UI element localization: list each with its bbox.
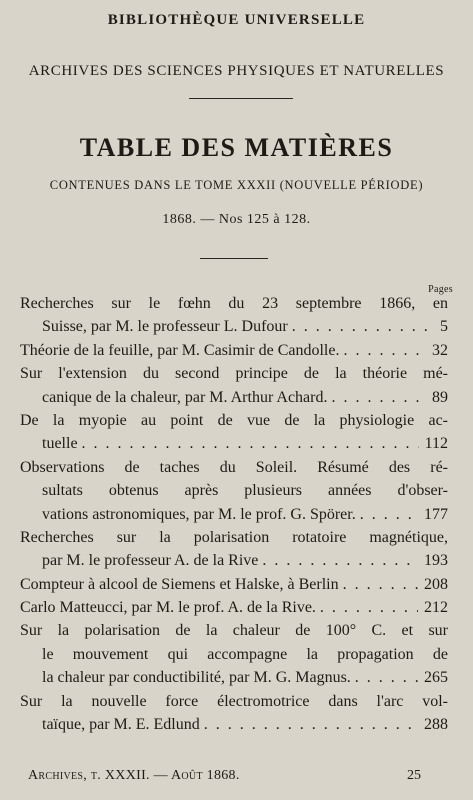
- toc-entry-line: le mouvement qui accompagne la propagation de: [42, 645, 448, 663]
- dot-leader: [356, 503, 418, 526]
- toc-entry-last-line: [20, 386, 448, 409]
- table-of-contents: [20, 292, 448, 736]
- toc-entry-text: la chaleur par conductibilité, par M. G. Magnus.: [42, 669, 351, 687]
- issue-range: 1868. — Nos 125 à 128.: [162, 212, 311, 227]
- toc-entry-text: par M. le professeur A. de la Rive: [42, 552, 259, 570]
- toc-entry-text: taïque, par M. E. Edlund: [42, 716, 200, 734]
- toc-entry-last-line: [20, 596, 448, 619]
- toc-page-number: 208: [424, 575, 448, 593]
- toc-page-number: 288: [424, 716, 448, 734]
- dot-leader: [351, 666, 418, 689]
- toc-entry-line: Sur la nouvelle force électromotrice dans l'arc vol-: [20, 692, 448, 710]
- toc-entry: [20, 526, 448, 573]
- footer-signature-number: 25: [407, 768, 421, 783]
- toc-entry: [20, 409, 448, 456]
- toc-entry-last-line: [20, 503, 448, 526]
- toc-page-number: 112: [424, 435, 448, 453]
- toc-entry-line: De la myopie au point de vue de la physiologie ac-: [20, 411, 448, 429]
- volume-subtitle: CONTENUES DANS LE TOME XXXII (NOUVELLE PÉRIODE): [49, 178, 424, 192]
- toc-entry-last-line: [20, 315, 448, 338]
- dot-leader: [316, 596, 418, 619]
- dot-leader: [327, 386, 426, 409]
- dot-leader: [339, 573, 418, 596]
- library-heading: BIBLIOTHÈQUE UNIVERSELLE: [107, 12, 366, 28]
- toc-entry-text: Compteur à alcool de Siemens et Halske, à Berlin: [20, 575, 339, 593]
- series-heading: ARCHIVES DES SCIENCES PHYSIQUES ET NATURELLES: [28, 63, 445, 79]
- toc-page-number: 177: [424, 505, 448, 523]
- page-title: TABLE DES MATIÈRES: [79, 133, 394, 162]
- toc-entry-line: Observations de taches du Soleil. Résumé des ré-: [20, 458, 448, 476]
- toc-page-number: 32: [432, 341, 448, 359]
- toc-entry: [20, 339, 448, 362]
- dot-leader: [78, 432, 419, 455]
- toc-page-number: 5: [440, 318, 448, 336]
- toc-entry-text: Théorie de la feuille, par M. Casimir de Candolle.: [20, 341, 340, 359]
- toc-entry-last-line: [20, 339, 448, 362]
- toc-entry-line: sultats obtenus après plusieurs années d'obser-: [42, 482, 448, 500]
- header-rule: [189, 98, 293, 99]
- toc-entry: [20, 456, 448, 526]
- pages-column-label: Pages: [428, 284, 453, 295]
- toc-entry: [20, 362, 448, 409]
- toc-entry-text: Carlo Matteucci, par M. le prof. A. de la Rive.: [20, 599, 316, 617]
- toc-entry-line: Recherches sur la polarisation rotatoire magnétique,: [20, 528, 448, 546]
- toc-entry-last-line: [20, 666, 448, 689]
- toc-entry: [20, 619, 448, 689]
- toc-entry: [20, 596, 448, 619]
- toc-page-number: 265: [424, 669, 448, 687]
- footer-running-title: Archives, t. XXXII. — Août 1868.: [28, 768, 240, 783]
- dot-leader: [339, 339, 426, 362]
- toc-entry-line: Sur l'extension du second principe de la théorie mé-: [20, 365, 448, 383]
- toc-entry-line: Sur la polarisation de la chaleur de 100° C. et sur: [20, 622, 448, 640]
- toc-entry-text: Suisse, par M. le professeur L. Dufour: [42, 318, 288, 336]
- toc-entry-last-line: [20, 573, 448, 596]
- toc-entry-text: vations astronomiques, par M. le prof. G. Spörer.: [42, 505, 356, 523]
- toc-entry-text: canique de la chaleur, par M. Arthur Achard.: [42, 388, 328, 406]
- toc-entry: [20, 690, 448, 737]
- toc-entry-line: Recherches sur le fœhn du 23 septembre 1866, en: [20, 295, 448, 312]
- dot-leader: [200, 713, 418, 736]
- toc-page-number: 193: [424, 552, 448, 570]
- toc-entry-last-line: [20, 549, 448, 572]
- dot-leader: [258, 549, 418, 572]
- toc-entry-text: tuelle: [42, 435, 78, 453]
- toc-page-number: 212: [424, 599, 448, 617]
- toc-entry-last-line: [20, 713, 448, 736]
- toc-entry-last-line: [20, 432, 448, 455]
- toc-entry: [20, 292, 448, 339]
- dot-leader: [288, 315, 434, 338]
- toc-entry: [20, 573, 448, 596]
- title-rule: [200, 258, 268, 259]
- toc-page-number: 89: [432, 388, 448, 406]
